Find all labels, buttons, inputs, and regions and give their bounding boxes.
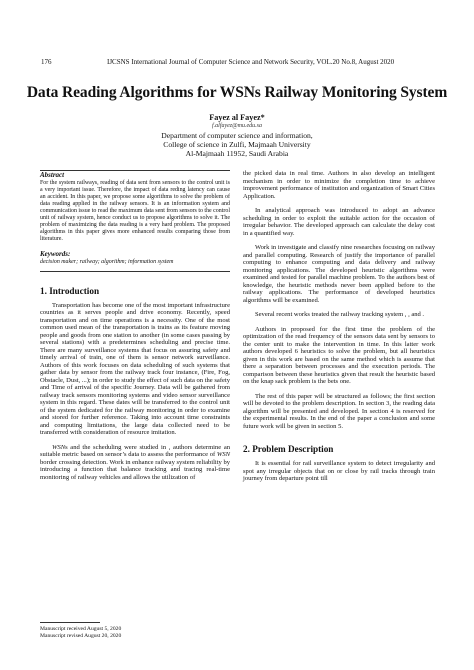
body-paragraph: Several recent works treated the railway tracking system , , and . xyxy=(255,311,425,318)
paper-title: Data Reading Algorithms for WSNs Railway Monitoring System xyxy=(26,84,448,101)
left-column xyxy=(40,170,230,481)
author-name: Fayez al Fayez* xyxy=(209,113,265,122)
intro-paragraph-text: s and the scheduling were studied in , authors determine an suitable metric based on sensor’s data to assess the performance of xyxy=(40,443,230,459)
author-email[interactable]: f.alfayez@mu.edu.sa xyxy=(211,123,262,129)
abstract-bottom-rule xyxy=(40,271,230,272)
body-paragraph: It is essential for rail surveillance system to detect irregularity and spot any irregular objects that on or close by rail tracks through train journey from departure point till xyxy=(243,460,435,482)
author-affiliation xyxy=(0,132,474,158)
footnote-received: Manuscript received August 5, 2020 xyxy=(40,626,122,632)
affiliation-line: College of science in Zulfi, Majmaah University xyxy=(163,139,311,149)
affiliation-line: Department of computer science and information, xyxy=(161,131,313,140)
section-heading-introduction: 1. Introduction xyxy=(40,285,100,296)
body-paragraph: Work in investigate and classify nine researches focusing on railway and parallel computing. Research of justify the importance of parallel computing to enhance computing and data delivery and railway monitoring applications. The developed heuristic algorithms were examined and tested for parallel machine problem. To the authors best of knowledge, the heuristic methods never been applied before to the railway applications. The performance of developed heuristics algorithms will be examined. xyxy=(243,244,435,304)
keywords-label: Keywords: xyxy=(40,249,71,258)
abstract-label: Abstract xyxy=(40,171,65,179)
abstract-text: For the system railways, reading of data sent from sensors to the control unit is a very important issue. Therefore, the impact of data reding latency can cause an accident. In this paper, we propose some algorithms to solve the problem of data reading applied in the railway sensors. It is an information system and communication issue to read the maximum data sent from sensors to the control unit of railway system, hence conduct us to propose algorithms to solve it. The problem of maximizing the data reading is a very hard problem. The proposed algorithms in this paper gives more enhanced results comparing those from literature. xyxy=(40,180,230,242)
affiliation-line: Al-Majmaah 11952, Saudi Arabia xyxy=(185,148,289,158)
intro-paragraph-text: border crossing detection. Work in enhance railway system reliability by introducing a function that balance tracking and tracing real-time monitoring of railway vehicles and allows the utilization of xyxy=(40,458,230,481)
body-paragraph: In analytical approach was introduced to adopt an advance scheduling in order to exploit the suitable action for the occasion of irregular behavior. The developed approach can calculate the delay cost in a quantified way. xyxy=(243,207,435,237)
right-column xyxy=(243,170,435,483)
body-paragraph: the picked data in real time. Authors in also develop an intelligent mechanism in order to minimize the completion time to achieve improvement performance of institution and organization of Smart Cities Application. xyxy=(243,170,435,200)
footnote-rule xyxy=(40,622,100,623)
wsn-term: WSN xyxy=(216,451,230,459)
footnote-revised: Manuscript revised August 20, 2020 xyxy=(40,633,122,639)
section-heading-problem-description: 2. Problem Description xyxy=(243,444,334,454)
journal-header: IJCSNS International Journal of Computer Science and Network Security, VOL.20 No.8, August 2020 xyxy=(107,58,395,66)
intro-paragraph-wsn xyxy=(40,444,230,482)
keywords-text: decision maker; railway; algorithm; information system xyxy=(40,258,174,265)
page-number: 176 xyxy=(41,58,52,66)
wsn-term: WSN xyxy=(52,443,66,451)
intro-paragraph: Transportation has become one of the most important infrastructure countries as it serves people and drive economy. Recently, speed transportation and on time operations is a necessity. One of the most common used mean of the transportation is trains as its feature moving people and goods from one station to another (in some cases passing by several stations) with a predetermines scheduling and precise time. There are many surveillance systems that focus on assuring safety and timely arrival of train, one of them is sensor network surveillance. Authors of this work focuses on data scheduling of such systems that gather data by sensor from the railway track four instance, (Fire, Fog, Obstacle, Dust, ...); in order to study the effect of such data on the safety and Time of arrival of the specific Journey. Data will be gathered from railway track sensors monitoring systems and video sensor surveillance system in this regard. These dates will be transferred to the control unit of the system dedicated for the railway monitoring in order to examine and stored for further reference. Taking into account time constraints and computing limitations, the large data collected need to be transferred with consideration of resource imitation. xyxy=(40,301,230,437)
body-paragraph: Authors in proposed for the first time the problem of the optimization of the read frequency of the sensors data sent by sensors to the center unit to make the intervention in time. In this latter work authors developed 6 heuristics to solve the problem, but all heuristics given in this work are based on the same method which is assume that there a separation between processes and the execution periods. The comparison between these heuristics given that result the heuristic based on the knap sack problem is the bets one. xyxy=(243,325,435,385)
body-paragraph: The rest of this paper will be structured as follows; the first section will be devoted to the problem description. In section 3, the reading data algorithm will be presented and developed. In section 4 is reserved for the experimental results. In the end of the paper a conclusion and some future work will be given in section 5. xyxy=(243,392,435,430)
